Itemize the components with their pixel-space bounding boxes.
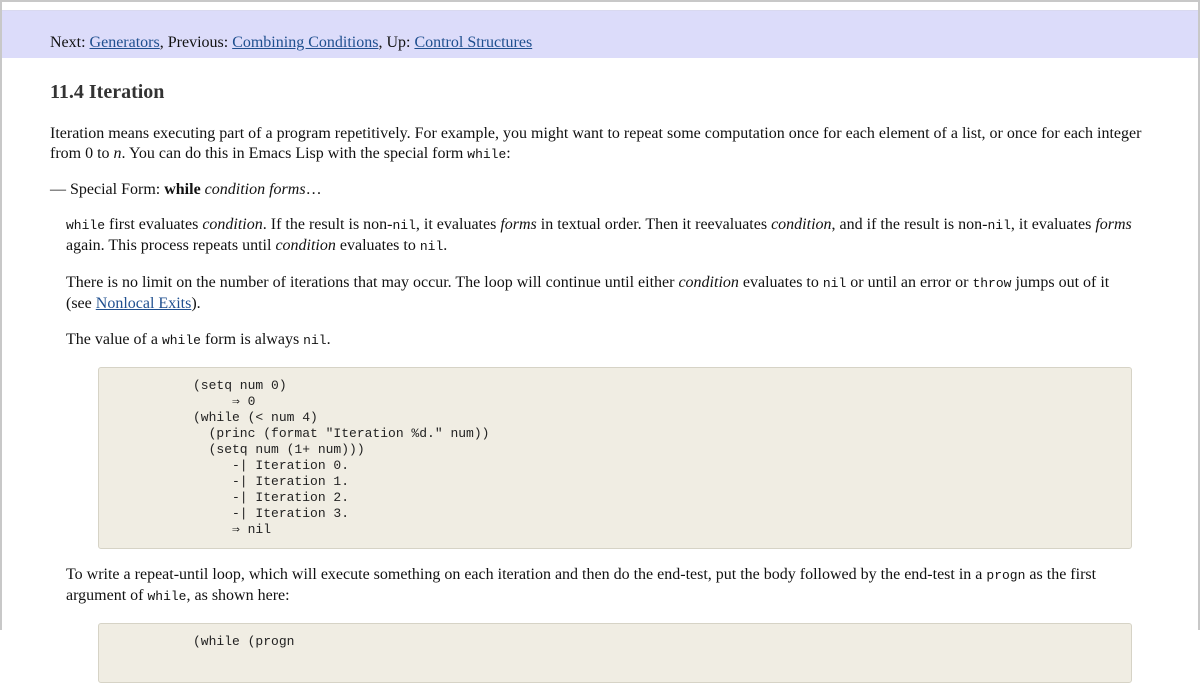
text: , and if the result is non-: [831, 216, 988, 233]
var-condition: condition: [275, 237, 336, 254]
text: or until an error or: [846, 274, 973, 291]
intro-paragraph: [50, 124, 1148, 165]
code-example-iteration: [98, 367, 1132, 549]
section-heading: 11.4 Iteration: [50, 81, 165, 103]
definition-prefix: — Special Form:: [50, 181, 165, 198]
text: evaluates to: [738, 274, 823, 291]
text: , as shown here:: [186, 587, 290, 604]
definition-ellipsis: …: [305, 181, 322, 198]
paragraph-repeat-until: [66, 565, 1136, 607]
intro-text-2: . You can do this in Emacs Lisp with the special form: [121, 145, 468, 162]
nonlocal-exits-link[interactable]: Nonlocal Exits: [95, 295, 192, 312]
definition-body: [66, 215, 1136, 683]
nav-up-label: , Up:: [378, 34, 411, 51]
text: again. This process repeats until: [66, 237, 276, 254]
navigation-text: [50, 33, 532, 53]
code-while: while: [147, 589, 187, 604]
code-nil: nil: [392, 218, 416, 233]
paragraph-while-evaluates: [66, 215, 1136, 257]
code-nil: nil: [303, 333, 327, 348]
nav-next-link[interactable]: Generators: [89, 34, 160, 51]
nav-next-label: Next:: [50, 34, 86, 51]
code-block: (while (progn: [193, 634, 295, 649]
nav-up-link[interactable]: Control Structures: [414, 34, 533, 51]
paragraph-value: [66, 330, 1136, 351]
text: . If the result is non-: [262, 216, 393, 233]
nav-previous-link[interactable]: Combining Conditions: [232, 34, 379, 51]
intro-var-n: n: [113, 145, 122, 162]
code-nil: nil: [419, 239, 444, 254]
var-condition: condition: [678, 274, 739, 291]
code-throw: throw: [972, 276, 1012, 291]
code-block: (setq num 0) ⇒ 0 (while (< num 4) (princ (format "Iteration %d." num)) (setq num (1+ num))) -| Iteration 0. -| Iteration 1. -| Iteration 2. -| Iteration 3. ⇒ nil: [193, 378, 490, 537]
main-content: [50, 78, 1148, 683]
text: jumps out of it (see: [66, 274, 1110, 312]
paragraph-no-limit: [66, 273, 1136, 314]
var-condition: condition: [202, 216, 263, 233]
navigation-bar: [2, 11, 1198, 58]
text: form is always: [200, 331, 304, 348]
var-forms: forms: [500, 216, 537, 233]
text: The value of a: [66, 331, 162, 348]
text: .: [443, 237, 448, 254]
text: in textual order. Then it reevaluates: [536, 216, 772, 233]
intro-text-1: Iteration means executing part of a program repetitively. For example, you might want to repeat some computation once for each element of a list, or once for each integer from 0 to: [50, 125, 1142, 162]
intro-text-3: :: [506, 145, 511, 162]
text: , it evaluates: [415, 216, 501, 233]
definition-line: [50, 180, 1148, 200]
text: ).: [191, 295, 201, 312]
code-nil: nil: [822, 276, 847, 291]
text: first evaluates: [105, 216, 203, 233]
code-while: while: [66, 218, 106, 233]
top-border: [2, 2, 1198, 11]
code-progn: progn: [986, 568, 1026, 583]
code-nil: nil: [987, 218, 1011, 233]
intro-code-while: while: [467, 147, 507, 162]
definition-args: condition forms: [204, 181, 306, 198]
text: .: [326, 331, 331, 348]
var-forms: forms: [1095, 216, 1132, 233]
text: evaluates to: [335, 237, 420, 254]
definition-name: while: [164, 181, 201, 198]
text: To write a repeat-until loop, which will execute something on each iteration and then do the end-test, put the body followed by the end-test in a: [66, 566, 987, 583]
text: There is no limit on the number of iterations that may occur. The loop will continue until either: [66, 274, 679, 291]
nav-previous-label: , Previous:: [159, 34, 229, 51]
text: , it evaluates: [1010, 216, 1096, 233]
text: as the first argument of: [66, 566, 1097, 604]
code-example-repeat-until: [98, 623, 1132, 683]
code-while: while: [161, 333, 201, 348]
var-condition: condition: [771, 216, 832, 233]
